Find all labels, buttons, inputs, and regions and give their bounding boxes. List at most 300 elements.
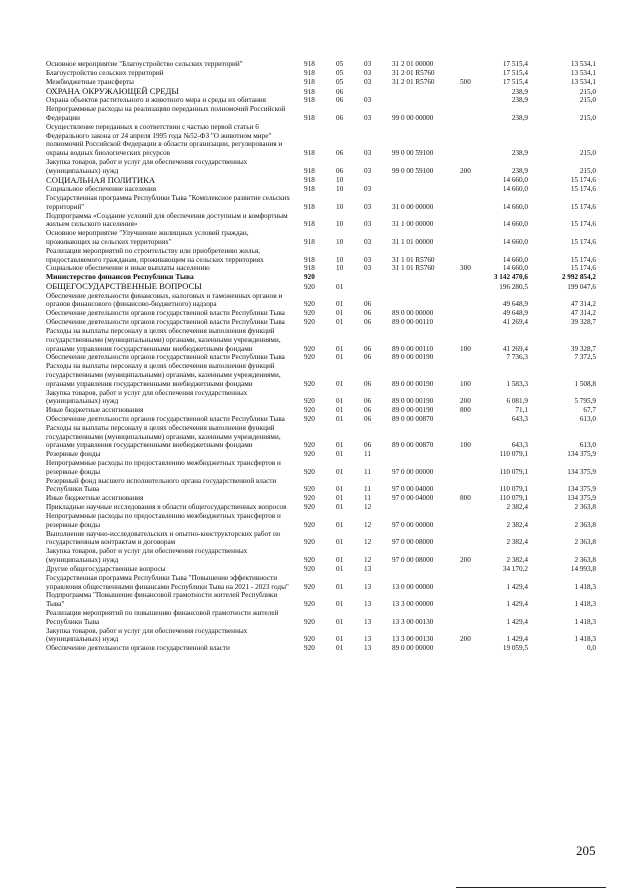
subsection-code: 03 — [364, 220, 372, 229]
amount-year-1: 14 660,0 — [502, 237, 528, 246]
section-code: 10 — [336, 202, 344, 211]
section-code: 01 — [336, 564, 344, 573]
amount-year-1: 1 583,3 — [506, 379, 528, 388]
amount-year-1: 1 429,4 — [506, 617, 528, 626]
section-code: 10 — [336, 176, 344, 185]
dept-code: 918 — [304, 237, 315, 246]
subsection-code: 12 — [364, 503, 372, 512]
section-code: 01 — [336, 415, 344, 424]
table-row — [0, 591, 640, 609]
amount-year-1: 41 269,4 — [502, 344, 528, 353]
amount-year-2: 13 534,1 — [570, 77, 596, 86]
amount-year-1: 110 079,1 — [499, 467, 528, 476]
section-code: 01 — [336, 520, 344, 529]
section-code: 10 — [336, 220, 344, 229]
expense-type-code: 100 — [460, 344, 471, 353]
subsection-code: 03 — [364, 264, 372, 273]
target-article-code: 13 3 00 00130 — [392, 635, 434, 644]
section-code: 01 — [336, 450, 344, 459]
dept-code: 918 — [304, 176, 315, 185]
section-code: 05 — [336, 69, 344, 78]
row-name: Государственная программа Республики Тыва "Комплексное развитие сельских территорий" — [46, 194, 290, 211]
amount-year-2: 2 992 854,2 — [561, 273, 596, 282]
dept-code: 920 — [304, 318, 315, 327]
dept-code: 918 — [304, 220, 315, 229]
target-article-code: 31 1 01 R5760 — [392, 264, 435, 273]
table-row — [0, 353, 640, 362]
subsection-code: 03 — [364, 255, 372, 264]
amount-year-2: 2 363,8 — [574, 556, 596, 565]
row-name: Расходы на выплаты персоналу в целях обеспечения выполнения функций государственными (муниципальными) органами, казенными учреждениями, органами управления государственными внебюджетными фондами — [46, 424, 281, 450]
subsection-code: 03 — [364, 114, 372, 123]
dept-code: 920 — [304, 450, 315, 459]
section-code: 05 — [336, 60, 344, 69]
subsection-code: 12 — [364, 520, 372, 529]
amount-year-2: 7 372,5 — [574, 353, 596, 362]
target-article-code: 97 0 00 00000 — [392, 520, 434, 529]
row-name: Непрограммные расходы по предоставлению межбюджетных трансфертов и резервные фонды — [46, 459, 281, 476]
amount-year-2: 134 375,9 — [567, 494, 596, 503]
amount-year-2: 215,0 — [579, 114, 596, 123]
page-number: 205 — [576, 843, 596, 858]
subsection-code: 12 — [364, 538, 372, 547]
dept-code: 920 — [304, 406, 315, 415]
amount-year-2: 613,0 — [579, 415, 596, 424]
dept-code: 920 — [304, 600, 315, 609]
row-name: Резервный фонд высшего исполнительного органа государственной власти Республики Тыва — [46, 476, 277, 494]
target-article-code: 89 0 00 00190 — [392, 406, 434, 415]
row-name: Основное мероприятие "Улучшение жилищных условий граждан, проживающих на сельских территориях" — [46, 229, 249, 246]
subsection-code: 11 — [364, 494, 371, 503]
table-row — [0, 530, 640, 548]
row-name: Обеспечение деятельности финансовых, налоговых и таможенных органов и органов финансового (финансово-бюджетного) надзора — [46, 291, 283, 309]
table-row — [0, 309, 640, 318]
target-article-code: 99 0 00 59100 — [392, 166, 434, 175]
dept-code: 918 — [304, 202, 315, 211]
amount-year-1: 643,3 — [511, 441, 528, 450]
amount-year-2: 134 375,9 — [567, 450, 596, 459]
table-row — [0, 477, 640, 495]
section-code: 01 — [336, 494, 344, 503]
row-name: Социальное обеспечение населения — [46, 185, 157, 194]
section-code: 01 — [336, 397, 344, 406]
row-name: Непрограммные расходы на реализацию переданных полномочий Российской Федерации — [46, 105, 286, 123]
dept-code: 920 — [304, 635, 315, 644]
section-code: 01 — [336, 617, 344, 626]
subsection-code: 03 — [364, 69, 372, 78]
subsection-code: 13 — [364, 564, 372, 573]
subsection-code: 13 — [364, 600, 372, 609]
amount-year-2: 1 418,3 — [574, 617, 596, 626]
amount-year-2: 47 314,2 — [570, 309, 596, 318]
subsection-code: 06 — [364, 441, 372, 450]
row-name: Министерство финансов Республики Тыва — [46, 272, 194, 282]
section-code: 01 — [336, 379, 344, 388]
dept-code: 918 — [304, 255, 315, 264]
target-article-code: 13 3 00 00000 — [392, 600, 434, 609]
table-row — [0, 282, 640, 292]
table-row — [0, 450, 640, 459]
amount-year-1: 14 660,0 — [502, 176, 528, 185]
subsection-code: 13 — [364, 582, 372, 591]
target-article-code: 89 0 00 00870 — [392, 441, 434, 450]
table-row — [0, 229, 640, 247]
target-article-code: 89 0 00 00190 — [392, 397, 434, 406]
row-name: Закупка товаров, работ и услуг для обеспечения государственных (муниципальных) нужд — [46, 388, 248, 406]
amount-year-2: 215,0 — [579, 96, 596, 105]
table-row — [0, 626, 640, 644]
dept-code: 920 — [304, 397, 315, 406]
section-code: 01 — [336, 556, 344, 565]
section-code: 06 — [336, 114, 344, 123]
section-code: 01 — [336, 318, 344, 327]
amount-year-2: 2 363,8 — [574, 520, 596, 529]
table-row — [0, 424, 640, 450]
target-article-code: 31 1 01 R5760 — [392, 255, 435, 264]
table-row — [0, 644, 640, 653]
row-name: Осуществление переданных в соответствии с частью первой статьи 6 Федерального закона от 24 апреля 1995 года №52-ФЗ "О животном мире" полномочий Российской Федерации в области организации, регулирования и охраны водных биологических ресурсов — [46, 122, 283, 158]
row-name: Реализация мероприятий по строительству или приобретению жилья, предоставляемого гражданам, проживающим на сельских территориях — [46, 246, 264, 264]
table-row — [0, 292, 640, 310]
amount-year-2: 15 174,6 — [570, 185, 596, 194]
target-article-code: 97 0 00 08000 — [392, 538, 434, 547]
amount-year-1: 17 515,4 — [502, 69, 528, 78]
amount-year-1: 2 382,4 — [506, 538, 528, 547]
amount-year-1: 19 059,5 — [502, 644, 528, 653]
table-row — [0, 494, 640, 503]
row-name: Закупка товаров, работ и услуг для обеспечения государственных (муниципальных) нужд — [46, 547, 248, 565]
amount-year-1: 110 079,1 — [499, 450, 528, 459]
expense-type-code: 200 — [460, 397, 471, 406]
dept-code: 920 — [304, 282, 315, 291]
target-article-code: 31 1 01 00000 — [392, 237, 434, 246]
subsection-code: 06 — [364, 300, 372, 309]
amount-year-2: 15 174,6 — [570, 220, 596, 229]
dept-code: 920 — [304, 485, 315, 494]
dept-code: 918 — [304, 60, 315, 69]
row-name: Обеспечение деятельности органов государственной власти Республики Тыва — [46, 353, 285, 362]
section-code: 10 — [336, 255, 344, 264]
section-code: 06 — [336, 87, 344, 96]
row-name: Социальное обеспечение и иные выплаты населению — [46, 264, 210, 273]
target-article-code: 13 0 00 00000 — [392, 582, 434, 591]
dept-code: 918 — [304, 185, 315, 194]
amount-year-1: 41 269,4 — [502, 318, 528, 327]
row-name: ОБЩЕГОСУДАРСТВЕННЫЕ ВОПРОСЫ — [46, 281, 202, 292]
row-name: ОХРАНА ОКРУЖАЮЩЕЙ СРЕДЫ — [46, 85, 179, 96]
table-row — [0, 175, 640, 185]
section-code: 06 — [336, 96, 344, 105]
target-article-code: 97 0 00 04000 — [392, 485, 434, 494]
amount-year-2: 1 418,3 — [574, 600, 596, 609]
section-code: 10 — [336, 264, 344, 273]
section-code: 06 — [336, 149, 344, 158]
dept-code: 920 — [304, 344, 315, 353]
amount-year-2: 39 328,7 — [570, 318, 596, 327]
section-code: 01 — [336, 441, 344, 450]
amount-year-2: 67,7 — [583, 406, 596, 415]
section-code: 10 — [336, 237, 344, 246]
amount-year-2: 15 174,6 — [570, 264, 596, 273]
amount-year-2: 15 174,6 — [570, 202, 596, 211]
subsection-code: 03 — [364, 166, 372, 175]
dept-code: 920 — [304, 582, 315, 591]
expense-type-code: 500 — [460, 77, 471, 86]
dept-code: 920 — [304, 353, 315, 362]
target-article-code: 89 0 00 00000 — [392, 644, 434, 653]
expense-type-code: 200 — [460, 166, 471, 175]
row-name: Другие общегосударственные вопросы — [46, 564, 166, 573]
target-article-code: 31 2 01 R5760 — [392, 77, 435, 86]
row-name: СОЦИАЛЬНАЯ ПОЛИТИКА — [46, 174, 156, 185]
row-name: Подпрограмма «Создание условий для обеспечения доступным и комфортным жильем сельского населения» — [46, 211, 288, 229]
section-code: 05 — [336, 77, 344, 86]
target-article-code: 89 0 00 00870 — [392, 415, 434, 424]
subsection-code: 06 — [364, 406, 372, 415]
footer-rule — [456, 887, 606, 888]
dept-code: 918 — [304, 96, 315, 105]
subsection-code: 03 — [364, 149, 372, 158]
dept-code: 920 — [304, 415, 315, 424]
row-name: Прикладные научные исследования в области общегосударственных вопросов — [46, 503, 287, 512]
row-name: Иные бюджетные ассигнования — [46, 494, 144, 503]
amount-year-1: 49 648,9 — [502, 309, 528, 318]
subsection-code: 06 — [364, 353, 372, 362]
section-code: 06 — [336, 166, 344, 175]
target-article-code: 31 1 00 00000 — [392, 220, 434, 229]
dept-code: 920 — [304, 467, 315, 476]
row-name: Реализация мероприятий по повышению финансовой грамотности жителей Республики Тыва — [46, 609, 279, 626]
amount-year-1: 1 429,4 — [506, 600, 528, 609]
target-article-code: 89 0 00 00110 — [392, 344, 434, 353]
section-code: 01 — [336, 582, 344, 591]
budget-table — [0, 60, 640, 653]
expense-type-code: 200 — [460, 635, 471, 644]
target-article-code: 31 2 01 R5760 — [392, 69, 435, 78]
dept-code: 920 — [304, 309, 315, 318]
section-code: 01 — [336, 485, 344, 494]
expense-type-code: 200 — [460, 556, 471, 565]
amount-year-1: 2 382,4 — [506, 520, 528, 529]
subsection-code: 13 — [364, 617, 372, 626]
row-name: Резервные фонды — [46, 450, 101, 459]
dept-code: 918 — [304, 149, 315, 158]
amount-year-2: 47 314,2 — [570, 300, 596, 309]
target-article-code: 97 0 00 04000 — [392, 494, 434, 503]
target-article-code: 89 0 00 00000 — [392, 309, 434, 318]
amount-year-2: 1 418,3 — [574, 635, 596, 644]
table-row — [0, 512, 640, 530]
subsection-code: 06 — [364, 318, 372, 327]
amount-year-1: 71,1 — [515, 406, 528, 415]
amount-year-2: 2 363,8 — [574, 503, 596, 512]
dept-code: 918 — [304, 69, 315, 78]
table-row — [0, 565, 640, 574]
table-row — [0, 609, 640, 627]
amount-year-1: 17 515,4 — [502, 60, 528, 69]
amount-year-1: 2 382,4 — [506, 503, 528, 512]
table-row — [0, 60, 640, 69]
dept-code: 920 — [304, 556, 315, 565]
target-article-code: 99 0 00 00000 — [392, 114, 434, 123]
subsection-code: 13 — [364, 635, 372, 644]
amount-year-1: 1 429,4 — [506, 635, 528, 644]
amount-year-2: 215,0 — [579, 87, 596, 96]
amount-year-2: 1 508,8 — [574, 379, 596, 388]
section-code: 01 — [336, 635, 344, 644]
row-name: Закупка товаров, работ и услуг для обеспечения государственных (муниципальных) нужд — [46, 626, 248, 644]
expense-type-code: 800 — [460, 406, 471, 415]
amount-year-2: 134 375,9 — [567, 485, 596, 494]
dept-code: 920 — [304, 564, 315, 573]
subsection-code: 06 — [364, 397, 372, 406]
target-article-code: 31 2 01 00000 — [392, 60, 434, 69]
dept-code: 920 — [304, 538, 315, 547]
subsection-code: 03 — [364, 185, 372, 194]
subsection-code: 06 — [364, 309, 372, 318]
table-row — [0, 69, 640, 78]
table-row — [0, 123, 640, 158]
row-name: Обеспечение деятельности органов государственной власти Республики Тыва — [46, 309, 285, 318]
dept-code: 918 — [304, 166, 315, 175]
section-code: 01 — [336, 467, 344, 476]
row-name: Межбюджетные трансферты — [46, 77, 134, 86]
section-code: 01 — [336, 406, 344, 415]
section-code: 01 — [336, 282, 344, 291]
table-row — [0, 96, 640, 105]
table-row — [0, 406, 640, 415]
amount-year-1: 14 660,0 — [502, 220, 528, 229]
target-article-code: 89 0 00 00190 — [392, 353, 434, 362]
target-article-code: 97 0 00 08000 — [392, 556, 434, 565]
dept-code: 920 — [304, 494, 315, 503]
amount-year-2: 0,0 — [587, 644, 596, 653]
amount-year-2: 13 534,1 — [570, 69, 596, 78]
section-code: 01 — [336, 600, 344, 609]
table-row — [0, 415, 640, 424]
amount-year-2: 215,0 — [579, 149, 596, 158]
row-name: Благоустройство сельских территорий — [46, 69, 164, 78]
dept-code: 920 — [304, 617, 315, 626]
amount-year-2: 39 328,7 — [570, 344, 596, 353]
table-row — [0, 327, 640, 353]
amount-year-2: 15 174,6 — [570, 176, 596, 185]
section-code: 01 — [336, 503, 344, 512]
amount-year-1: 14 660,0 — [502, 264, 528, 273]
row-name: Основное мероприятие "Благоустройство сельских территорий" — [46, 60, 243, 69]
table-row — [0, 503, 640, 512]
amount-year-2: 199 047,6 — [567, 282, 596, 291]
subsection-code: 06 — [364, 344, 372, 353]
table-row — [0, 459, 640, 477]
amount-year-1: 49 648,9 — [502, 300, 528, 309]
subsection-code: 12 — [364, 556, 372, 565]
table-row — [0, 318, 640, 327]
subsection-code: 03 — [364, 96, 372, 105]
amount-year-1: 6 081,9 — [506, 397, 528, 406]
dept-code: 920 — [304, 520, 315, 529]
table-row — [0, 388, 640, 406]
table-row — [0, 185, 640, 194]
section-code: 01 — [336, 344, 344, 353]
table-row — [0, 247, 640, 265]
table-row — [0, 574, 640, 592]
section-code: 01 — [336, 353, 344, 362]
row-name: Расходы на выплаты персоналу в целях обеспечения выполнения функций государственными (муниципальными) органами, казенными учреждениями, органами управления государственными внебюджетными фондами — [46, 362, 281, 388]
row-name: Охрана объектов растительного и животного мира и среды их обитания — [46, 96, 266, 105]
dept-code: 918 — [304, 87, 315, 96]
row-name: Непрограммные расходы по предоставлению межбюджетных трансфертов и резервные фонды — [46, 512, 281, 529]
row-name: Обеспечение деятельности органов государственной власти — [46, 644, 230, 653]
section-code: 01 — [336, 309, 344, 318]
subsection-code: 03 — [364, 237, 372, 246]
table-row — [0, 87, 640, 97]
amount-year-1: 110 079,1 — [499, 494, 528, 503]
dept-code: 920 — [304, 644, 315, 653]
expense-type-code: 800 — [460, 494, 471, 503]
section-code: 01 — [336, 538, 344, 547]
expense-type-code: 100 — [460, 379, 471, 388]
amount-year-1: 110 079,1 — [499, 485, 528, 494]
subsection-code: 06 — [364, 415, 372, 424]
subsection-code: 06 — [364, 379, 372, 388]
dept-code: 920 — [304, 441, 315, 450]
amount-year-1: 7 736,3 — [506, 353, 528, 362]
table-row — [0, 547, 640, 565]
amount-year-1: 238,9 — [511, 149, 528, 158]
amount-year-1: 1 429,4 — [506, 582, 528, 591]
target-article-code: 13 3 00 00130 — [392, 617, 434, 626]
table-row — [0, 158, 640, 176]
amount-year-1: 14 660,0 — [502, 185, 528, 194]
amount-year-1: 34 170,2 — [502, 564, 528, 573]
table-row — [0, 362, 640, 388]
expense-type-code: 100 — [460, 441, 471, 450]
target-article-code: 99 0 00 59100 — [392, 149, 434, 158]
amount-year-2: 13 534,1 — [570, 60, 596, 69]
row-name: Обеспечение деятельности органов государственной власти Республики Тыва — [46, 318, 285, 327]
subsection-code: 03 — [364, 60, 372, 69]
section-code: 01 — [336, 644, 344, 653]
amount-year-1: 238,9 — [511, 87, 528, 96]
dept-code: 918 — [304, 114, 315, 123]
amount-year-2: 215,0 — [579, 166, 596, 175]
amount-year-1: 3 142 470,6 — [493, 273, 528, 282]
dept-code: 920 — [304, 379, 315, 388]
row-name: Обеспечение деятельности органов государственной власти Республики Тыва — [46, 415, 285, 424]
amount-year-2: 15 174,6 — [570, 237, 596, 246]
dept-code: 920 — [304, 503, 315, 512]
amount-year-1: 14 660,0 — [502, 202, 528, 211]
row-name: Иные бюджетные ассигнования — [46, 406, 144, 415]
amount-year-2: 613,0 — [579, 441, 596, 450]
table-row — [0, 105, 640, 123]
amount-year-1: 196 280,5 — [499, 282, 528, 291]
amount-year-1: 2 382,4 — [506, 556, 528, 565]
section-code: 10 — [336, 185, 344, 194]
amount-year-2: 14 993,8 — [570, 564, 596, 573]
subsection-code: 11 — [364, 467, 371, 476]
subsection-code: 03 — [364, 77, 372, 86]
amount-year-1: 17 515,4 — [502, 77, 528, 86]
amount-year-1: 643,3 — [511, 415, 528, 424]
section-code: 01 — [336, 300, 344, 309]
subsection-code: 11 — [364, 485, 371, 494]
amount-year-2: 1 418,3 — [574, 582, 596, 591]
subsection-code: 11 — [364, 450, 371, 459]
amount-year-1: 14 660,0 — [502, 255, 528, 264]
expense-type-code: 300 — [460, 264, 471, 273]
